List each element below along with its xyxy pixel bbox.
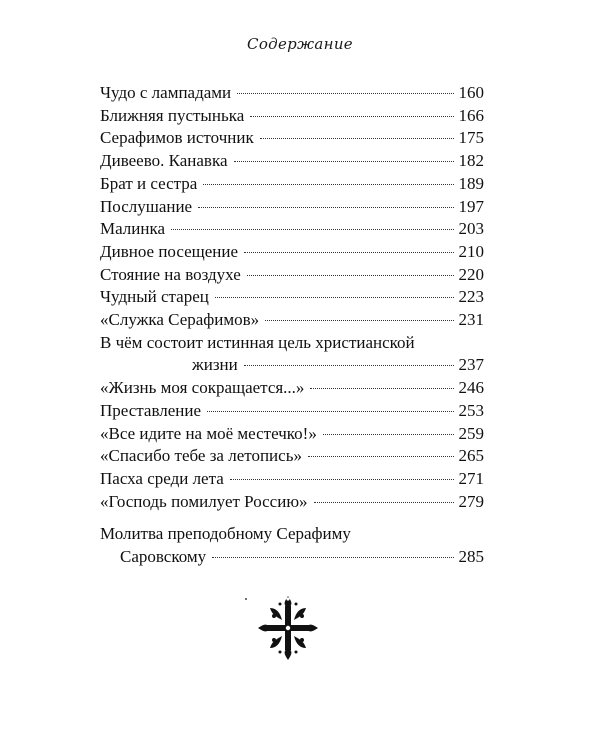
toc-entry-page: 166	[458, 105, 484, 125]
toc-entry-title: Стояние на воздухе	[100, 264, 241, 284]
dot-leader	[212, 557, 453, 558]
dot-leader	[237, 93, 453, 94]
toc-entry-title: Брат и сестра	[100, 173, 198, 193]
toc-entry[interactable]	[100, 445, 484, 468]
toc-entry-title: Послушание	[100, 196, 193, 216]
toc-entry-title-line2: Саровскому	[120, 547, 207, 567]
dot-leader	[323, 434, 454, 435]
toc-entry[interactable]	[100, 196, 484, 219]
toc-entry-title-line1: В чём состоит истинная цель христианской	[100, 332, 415, 352]
print-speck	[245, 598, 247, 600]
toc-entry[interactable]	[100, 468, 484, 491]
toc-entry[interactable]	[100, 377, 484, 400]
toc-entry-title: «Спасибо тебе за летопись»	[100, 446, 302, 466]
dot-leader	[260, 138, 454, 139]
toc-entry-page: 285	[458, 547, 484, 567]
toc-entry-page: 160	[458, 83, 484, 102]
dot-leader	[215, 297, 454, 298]
toc-entry-title: «Жизнь моя сокращается...»	[100, 378, 305, 398]
dot-leader	[198, 207, 453, 208]
toc-entry-page: 220	[458, 264, 484, 284]
toc-entry-page: 182	[458, 151, 484, 171]
toc-entry-title: «Все идите на моё местечко!»	[100, 423, 317, 443]
dot-leader	[308, 456, 454, 457]
toc-entry-page: 279	[458, 491, 484, 511]
toc-entry-multiline[interactable]	[100, 332, 484, 377]
toc-entry-title: Дивное посещение	[100, 241, 239, 261]
toc-entry-title: Малинка	[100, 219, 166, 239]
toc-entry-page: 231	[458, 310, 484, 330]
toc-entry-page: 237	[458, 355, 484, 375]
toc-entry-page: 271	[458, 468, 484, 488]
dot-leader	[314, 502, 454, 503]
dot-leader	[247, 275, 454, 276]
toc-entry[interactable]	[100, 218, 484, 241]
toc-entry[interactable]	[100, 309, 484, 332]
toc-entry-page: 175	[458, 128, 484, 148]
toc-entry-title: Преставление	[100, 400, 202, 420]
toc-entry[interactable]	[100, 423, 484, 446]
toc-entry-title: Ближняя пустынька	[100, 105, 245, 125]
dot-leader	[244, 252, 453, 253]
toc-entry-title: Чудо с лампадами	[100, 83, 232, 102]
toc-entry[interactable]	[100, 491, 484, 514]
toc-entry-title: «Господь помилует Россию»	[100, 491, 308, 511]
toc-entry-title: Пасха среди лета	[100, 468, 224, 488]
toc-entry[interactable]	[100, 127, 484, 150]
dot-leader	[207, 411, 453, 412]
toc-entry-title: Дивеево. Канавка	[100, 151, 228, 171]
toc-entry-multiline[interactable]	[100, 523, 484, 568]
toc-entry-page: 253	[458, 400, 484, 420]
toc-entry[interactable]	[100, 241, 484, 264]
table-of-contents	[100, 82, 484, 569]
dot-leader	[203, 184, 453, 185]
toc-entry[interactable]	[100, 400, 484, 423]
toc-entry-title: Серафимов источник	[100, 128, 254, 148]
toc-entry[interactable]	[100, 105, 484, 128]
dot-leader	[244, 365, 454, 366]
dot-leader	[250, 116, 453, 117]
cross-ornament-icon	[258, 596, 318, 660]
toc-entry-title: «Служка Серафимов»	[100, 310, 260, 330]
toc-entry[interactable]	[100, 82, 484, 105]
toc-entry-page: 265	[458, 446, 484, 466]
toc-entry-title: Чудный старец	[100, 287, 209, 307]
toc-entry-title-line1: Молитва преподобному Серафиму	[100, 524, 351, 544]
toc-entry-title-line2: жизни	[192, 355, 238, 375]
toc-entry-page: 203	[458, 219, 484, 239]
dot-leader	[234, 161, 454, 162]
toc-entry[interactable]	[100, 173, 484, 196]
toc-entry-page: 210	[458, 241, 484, 261]
toc-entry-page: 259	[458, 423, 484, 443]
dot-leader	[171, 229, 453, 230]
toc-entry[interactable]	[100, 286, 484, 309]
dot-leader	[310, 388, 453, 389]
dot-leader	[265, 320, 453, 321]
toc-entry[interactable]	[100, 264, 484, 287]
toc-entry[interactable]	[100, 150, 484, 173]
toc-entry-page: 197	[458, 196, 484, 216]
toc-entry-page: 246	[458, 378, 484, 398]
page-title: Содержание	[247, 35, 353, 53]
dot-leader	[230, 479, 454, 480]
toc-entry-page: 223	[458, 287, 484, 307]
toc-entry-page: 189	[458, 173, 484, 193]
